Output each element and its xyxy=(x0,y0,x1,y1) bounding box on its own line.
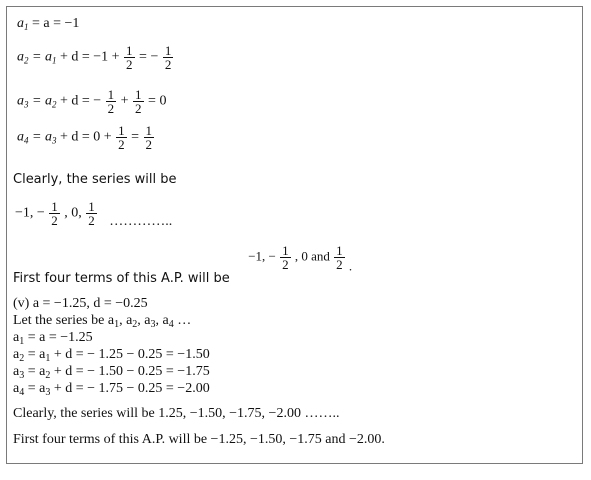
part-v-clearly: Clearly, the series will be 1.25, −1.50, −1.75, −2.00 …….. xyxy=(13,406,340,421)
equation-a1: $a_1 = a = -1$ xyxy=(17,16,80,32)
first-four-expression: −1, − $\frac{1}{2}$ , 0 and $\frac{1}{2}$ . xyxy=(248,243,353,274)
ellipsis: ………….. xyxy=(109,213,173,229)
fraction: $\frac{1}{2}$ xyxy=(107,87,115,116)
first-four-text: First four terms of this A.P. will be xyxy=(13,271,230,287)
part-v-line-a2: $a_2 = a_1 + d$ = − 1.25 − 0.25 = −1.50 xyxy=(13,347,210,364)
part-v-first-four: First four terms of this A.P. will be −1.25, −1.50, −1.75 and −2.00. xyxy=(13,432,385,447)
clearly-series-label: Clearly, the series will be xyxy=(13,172,177,187)
series-expression: −1, − $\frac{1}{2}$ , 0, $\frac{1}{2}$ ………….. xyxy=(15,199,173,229)
part-v-line-a1: $a_1 = a = -1.25$ xyxy=(13,330,93,347)
equation-a3: $a_3 = a_2 + d$ = − $\frac{1}{2}$ + $\frac{1}{2}$ = 0 xyxy=(17,87,167,116)
part-v-line-a4: $a_4 = a_3 + d$ = − 1.75 − 0.25 = −2.00 xyxy=(13,381,210,398)
fraction: $\frac{1}{2}$ xyxy=(126,43,133,72)
fraction: $\frac{1}{2}$ xyxy=(145,123,153,152)
first-four-terms-line xyxy=(13,244,352,286)
part-v-heading: (v) a = −1.25, d = −0.25 xyxy=(13,296,148,311)
fraction: $\frac{1}{2}$ xyxy=(51,199,58,228)
fraction: $\frac{1}{2}$ xyxy=(135,87,142,116)
fraction: $\frac{1}{2}$ xyxy=(88,199,95,228)
equation-a4: $a_4 = a_3 + d = 0$ + $\frac{1}{2}$ = $\frac{1}{2}$ xyxy=(17,123,153,152)
equation-a2: $a_2 = a_1 + d = -1$ + $\frac{1}{2}$ = − $\frac{1}{2}$ xyxy=(17,43,172,72)
fraction: $\frac{1}{2}$ xyxy=(118,123,125,152)
let-series-line: Let the series be $a_1$, $a_2$, $a_3$, $a_4$ … xyxy=(13,313,192,330)
fraction: $\frac{1}{2}$ xyxy=(164,43,172,72)
part-v-line-a3: $a_3 = a_2 + d$ = − 1.50 − 0.25 = −1.75 xyxy=(13,364,210,381)
